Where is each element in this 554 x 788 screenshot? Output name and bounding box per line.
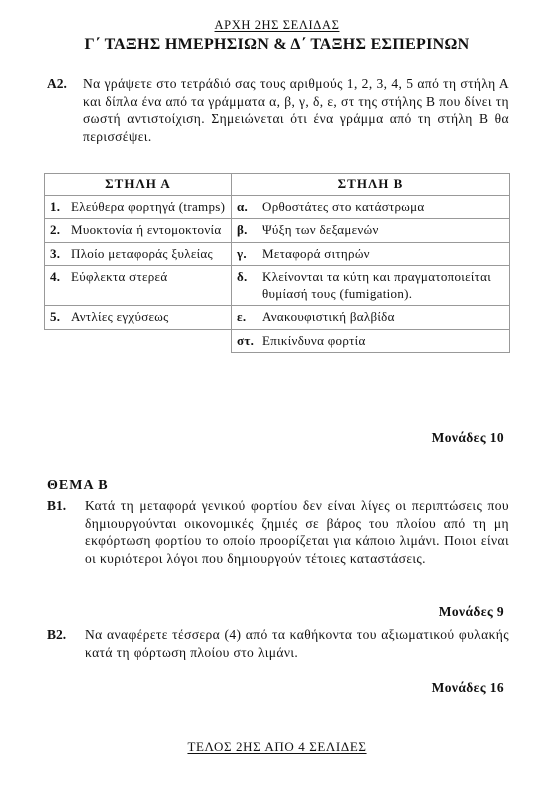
question-number: Β1.	[47, 498, 67, 513]
column-b-cell: Ορθοστάτες στο κατάστρωμα	[257, 195, 510, 219]
page-header-line: ΑΡΧΗ 2ΗΣ ΣΕΛΙΔΑΣ	[214, 18, 340, 32]
row-letter: ε.	[232, 306, 258, 330]
marks-b2: Μονάδες 16	[431, 680, 504, 695]
marks-a2: Μονάδες 10	[431, 430, 504, 445]
question-text: Να αναφέρετε τέσσερα (4) από τα καθήκοντα του αξιωματικού φυλακής κατά τη φόρτωση πλοίου στο λιμάνι.	[85, 627, 509, 660]
column-a-cell: Εύφλεκτα στερεά	[66, 266, 232, 306]
row-letter: γ.	[232, 242, 258, 266]
column-b-cell: Ψύξη των δεξαμενών	[257, 219, 510, 243]
page-footer: ΤΕΛΟΣ 2ΗΣ ΑΠΟ 4 ΣΕΛΙΔΕΣ	[187, 739, 367, 754]
table-row	[45, 266, 510, 306]
column-a-header: ΣΤΗΛΗ Α	[45, 174, 232, 196]
marks-b1: Μονάδες 9	[438, 604, 504, 619]
table-row	[45, 329, 510, 353]
question-b2	[47, 626, 509, 661]
row-number: 4.	[45, 266, 67, 306]
row-letter: β.	[232, 219, 258, 243]
section-heading-thema-b: ΘΕΜΑ Β	[47, 478, 109, 493]
column-a-cell: Μυοκτονία ή εντομοκτονία	[66, 219, 232, 243]
column-a-cell: Ελεύθερα φορτηγά (tramps)	[66, 195, 232, 219]
table-row	[45, 219, 510, 243]
column-b-header: ΣΤΗΛΗ Β	[232, 174, 510, 196]
matching-table	[44, 173, 510, 353]
column-a-cell: Πλοίο μεταφοράς ξυλείας	[66, 242, 232, 266]
question-b1	[47, 497, 509, 567]
row-number: 3.	[45, 242, 67, 266]
column-b-cell: Κλείνονται τα κύτη και πραγματοποιείται θυμίασή τους (fumigation).	[257, 266, 510, 306]
column-a-cell: Αντλίες εγχύσεως	[66, 306, 232, 330]
column-b-cell: Ανακουφιστική βαλβίδα	[257, 306, 510, 330]
row-number: 5.	[45, 306, 67, 330]
column-a-cell	[66, 329, 232, 353]
question-a2	[47, 75, 509, 145]
table-row	[45, 242, 510, 266]
question-text: Να γράψετε στο τετράδιό σας τους αριθμούς 1, 2, 3, 4, 5 από τη στήλη Α και δίπλα ένα από τα γράμματα α, β, γ, δ, ε, στ της στήλης Β που δίνει τη σωστή αντιστοίχιση. Σημειώνεται ότι ένα γράμμα από τη στήλη Β θα περισσέψει.	[83, 76, 509, 144]
table-row	[45, 306, 510, 330]
row-number: 2.	[45, 219, 67, 243]
table-row	[45, 195, 510, 219]
row-number: 1.	[45, 195, 67, 219]
row-letter: α.	[232, 195, 258, 219]
question-number: Β2.	[47, 627, 67, 642]
column-b-cell: Μεταφορά σιτηρών	[257, 242, 510, 266]
row-number	[45, 329, 67, 353]
row-letter: στ.	[232, 329, 258, 353]
exam-title: Γ΄ ΤΑΞΗΣ ΗΜΕΡΗΣΙΩΝ & Δ΄ ΤΑΞΗΣ ΕΣΠΕΡΙΝΩΝ	[84, 36, 470, 53]
column-b-cell: Επικίνδυνα φορτία	[257, 329, 510, 353]
question-number: Α2.	[47, 76, 67, 91]
row-letter: δ.	[232, 266, 258, 306]
question-text: Κατά τη μεταφορά γενικού φορτίου δεν είναι λίγες οι περιπτώσεις που δημιουργούνται οικονομικές ζημιές σε βάρος του πλοίου από τη μη εκφόρτωση φορτίου το οποίο προορίζεται για κάποιο λιμάνι. Ποιοι είναι οι κυριότεροι λόγοι που δημιουργούν τέτοιες καταστάσεις.	[85, 498, 509, 566]
table-header-row	[45, 174, 510, 196]
